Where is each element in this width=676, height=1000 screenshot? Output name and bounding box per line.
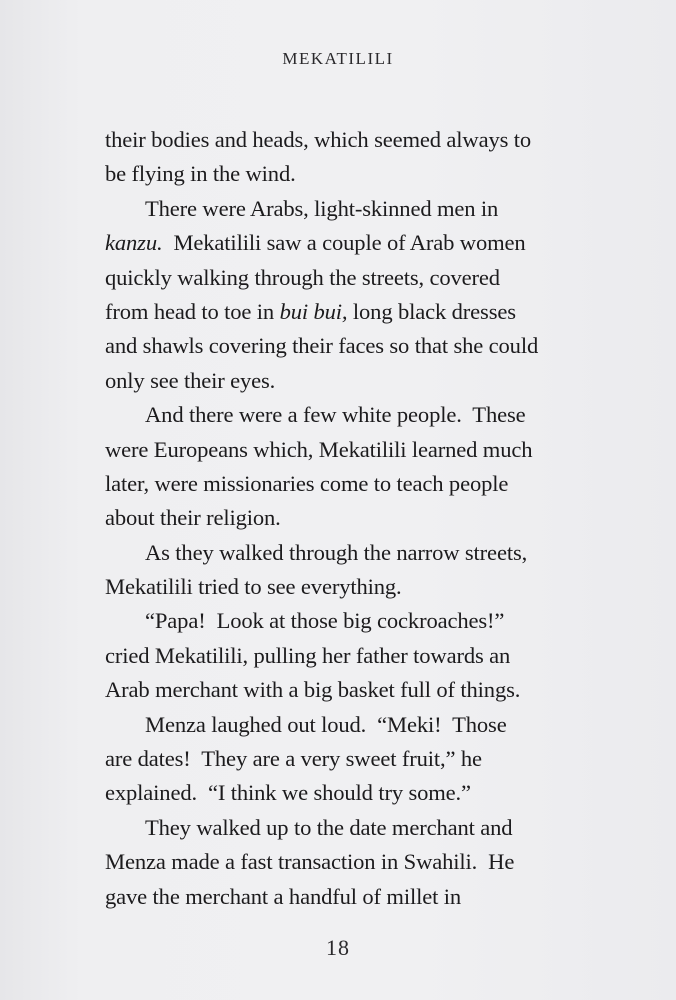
text-line: “Papa! Look at those big cockroaches!”: [145, 608, 505, 634]
text-fragment: long black dresses: [347, 298, 516, 324]
text-line: be flying in the wind.: [105, 161, 296, 187]
text-fragment: Mekatilili saw a couple of Arab women: [162, 230, 526, 256]
text-line: Arab merchant with a big basket full of things.: [105, 677, 521, 703]
text-line: gave the merchant a handful of millet in: [105, 883, 461, 909]
italic-word: kanzu.: [105, 230, 163, 256]
text-line: only see their eyes.: [105, 367, 276, 393]
text-line: Mekatilili tried to see everything.: [105, 574, 402, 600]
text-line: were Europeans which, Mekatilili learned much: [105, 436, 533, 462]
body-text: [105, 123, 605, 914]
text-line: are dates! They are a very sweet fruit,” he: [105, 746, 482, 772]
text-line: quickly walking through the streets, covered: [105, 264, 500, 290]
text-fragment: from head to toe in: [105, 298, 280, 324]
text-line: cried Mekatilili, pulling her father towards an: [105, 642, 511, 668]
text-line: They walked up to the date merchant and: [145, 814, 513, 840]
text-line: [105, 295, 605, 329]
text-line: And there were a few white people. These: [145, 402, 526, 428]
text-line: later, were missionaries come to teach people: [105, 470, 509, 496]
text-line: their bodies and heads, which seemed always to: [105, 127, 532, 152]
page-number: 18: [326, 935, 350, 960]
text-line: and shawls covering their faces so that she could: [105, 333, 539, 359]
text-line: explained. “I think we should try some.”: [105, 780, 471, 806]
text-line: As they walked through the narrow streets,: [145, 539, 528, 565]
text-line: There were Arabs, light-skinned men in: [145, 195, 499, 221]
italic-word: bui bui,: [279, 298, 348, 324]
running-head: MEKATILILI: [282, 49, 394, 68]
text-line: Menza made a fast transaction in Swahili. He: [105, 849, 515, 875]
text-line: [105, 226, 605, 260]
text-line: about their religion.: [105, 505, 281, 531]
text-line: Menza laughed out loud. “Meki! Those: [145, 711, 507, 737]
